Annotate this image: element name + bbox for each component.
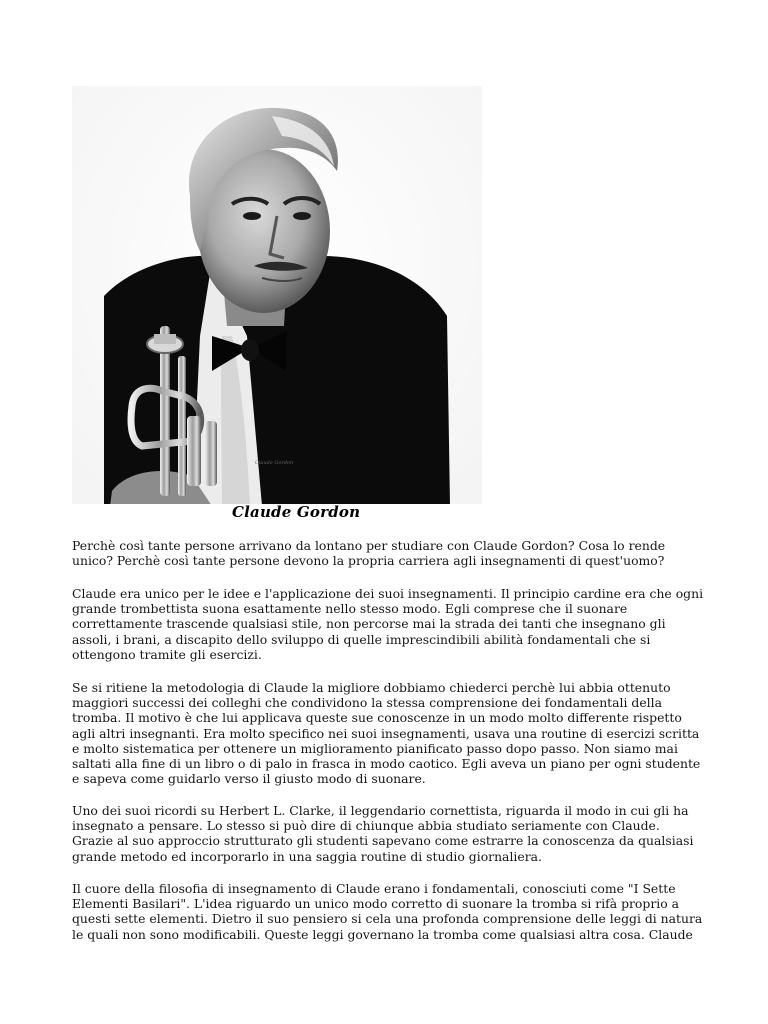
paragraph-line: correttamente trascende qualsiasi stile, non percorse mai la strada dei tanti che insegnano gli (72, 616, 666, 632)
portrait-photo (72, 86, 482, 524)
paragraph-2 (72, 586, 704, 662)
paragraph-line: unico? Perchè così tante persone devono la propria carriera agli insegnamenti di quest'uomo? (72, 553, 665, 569)
paragraph-3 (72, 680, 701, 787)
paragraph-line: assoli, i brani, a discapito dello sviluppo di quelle imprescindibili abilità fondamentali che si (72, 631, 651, 647)
paragraph-line: e molto sistematica per ottenere un miglioramento pianificato passo dopo passo. Non siamo mai (72, 740, 678, 756)
paragraph-line: agli altri insegnanti. Era molto specifico nei suoi insegnamenti, usava una routine di esercizi scritta (72, 725, 700, 741)
paragraph-line: grande metodo ed incorporarlo in una saggia routine di studio giornaliera. (72, 848, 542, 864)
paragraph-line: ottengono tramite gli esercizi. (72, 646, 262, 662)
paragraph-line: maggiori successi dei colleghi che condividono la stessa comprensione dei fondamentali della (72, 695, 662, 711)
paragraph-line: le quali non sono modificabili. Queste leggi governano la tromba come qualsiasi altra cosa. Claude (72, 926, 693, 942)
paragraph-line: questi sette elementi. Dietro il suo pensiero si cela una profonda comprensione delle leggi di natura (72, 911, 703, 927)
paragraph-line: saltati alla fine di un libro o di palo in frasca in modo caotico. Egli aveva un piano per ogni studente (72, 756, 701, 772)
paragraph-line: Claude era unico per le idee e l'applicazione dei suoi insegnamenti. Il principio cardine era che ogni (72, 586, 704, 601)
paragraph-line: Il cuore della filosofia di insegnamento di Claude erano i fondamentali, conosciuti come "I Sette (72, 881, 676, 896)
paragraph-4 (72, 803, 696, 864)
paragraph-line: insegnato a pensare. Lo stesso si può dire di chiunque abbia studiato seriamente con Claude. (72, 818, 660, 834)
paragraph-1 (72, 538, 696, 568)
paragraph-line: Grazie al suo approccio strutturato gli studenti sapevano come estrarre la conoscenza da qualsiasi (72, 833, 694, 849)
paragraph-line: e sapeva come guidarlo verso il giusto modo di suonare. (72, 771, 426, 787)
paragraph-line: Uno dei suoi ricordi su Herbert L. Clarke, il leggendario cornettista, riguarda il modo in cui gli ha (72, 803, 689, 818)
paragraph-5 (72, 881, 703, 942)
paragraph-line: Se si ritiene la metodologia di Claude la migliore dobbiamo chiederci perchè lui abbia ottenuto (72, 680, 671, 695)
photo-small-signature: Claude Gordon (255, 460, 294, 466)
photo-caption: Claude Gordon (232, 503, 361, 521)
paragraph-line: tromba. Il motivo è che lui applicava queste sue conoscenze in un modo molto differente rispetto (72, 710, 682, 726)
paragraph-line: Elementi Basilari". L'idea riguardo un unico modo corretto di suonare la tromba si rifà proprio a (72, 896, 679, 912)
portrait-image (72, 86, 482, 524)
paragraph-line: Perchè così tante persone arrivano da lontano per studiare con Claude Gordon? Cosa lo rende (72, 538, 666, 553)
paragraph-line: grande trombettista suona esattamente nello stesso modo. Egli comprese che il suonare (72, 601, 628, 617)
